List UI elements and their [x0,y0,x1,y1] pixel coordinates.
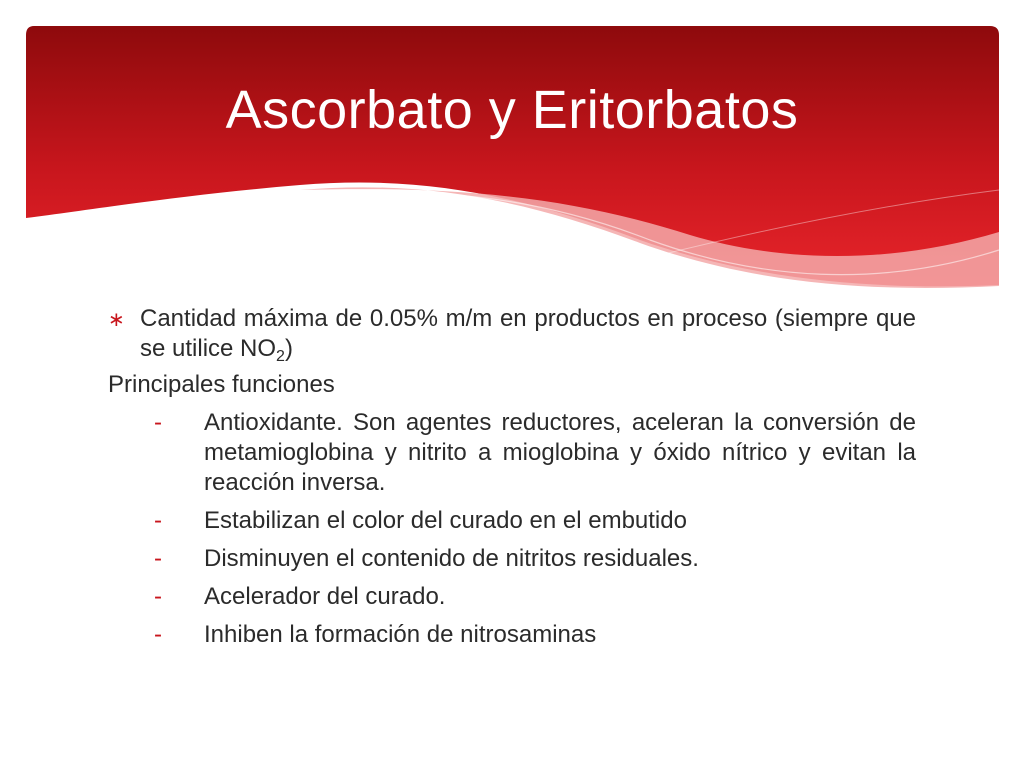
slide-content [108,304,916,658]
list-item-text: Disminuyen el contenido de nitritos residuales. [204,545,699,572]
section-heading: Principales funciones [108,371,335,398]
list-item-text: Antioxidante. Son agentes reductores, aceleran la conversión de metamioglobina y nitrito a mioglobina y óxido nítrico y evitan la reacción inversa. [204,409,916,496]
functions-list [108,408,916,650]
list-item [108,408,916,498]
asterisk-bullet-icon: ∗ [108,309,125,331]
subscript-2: 2 [276,348,285,365]
list-item [108,506,916,536]
slide-title: Ascorbato y Eritorbatos [225,80,799,140]
header-background [26,26,999,286]
list-item [108,544,916,574]
dash-bullet-icon: - [154,621,162,648]
list-item-text: Acelerador del curado. [204,583,446,610]
list-item [108,620,916,650]
list-item [108,582,916,612]
bullet-text-end: ) [284,335,293,362]
bullet-text: Cantidad máxima de 0.05% m/m en productos en proceso (siempre que se utilice NO [140,305,916,362]
header-band [0,0,1024,300]
dash-bullet-icon: - [154,507,162,534]
bullet-item [108,304,916,364]
dash-bullet-icon: - [154,545,162,572]
list-item-text: Estabilizan el color del curado en el embutido [204,507,687,534]
dash-bullet-icon: - [154,583,162,610]
list-item-text: Inhiben la formación de nitrosaminas [204,621,597,648]
dash-bullet-icon: - [154,409,162,436]
